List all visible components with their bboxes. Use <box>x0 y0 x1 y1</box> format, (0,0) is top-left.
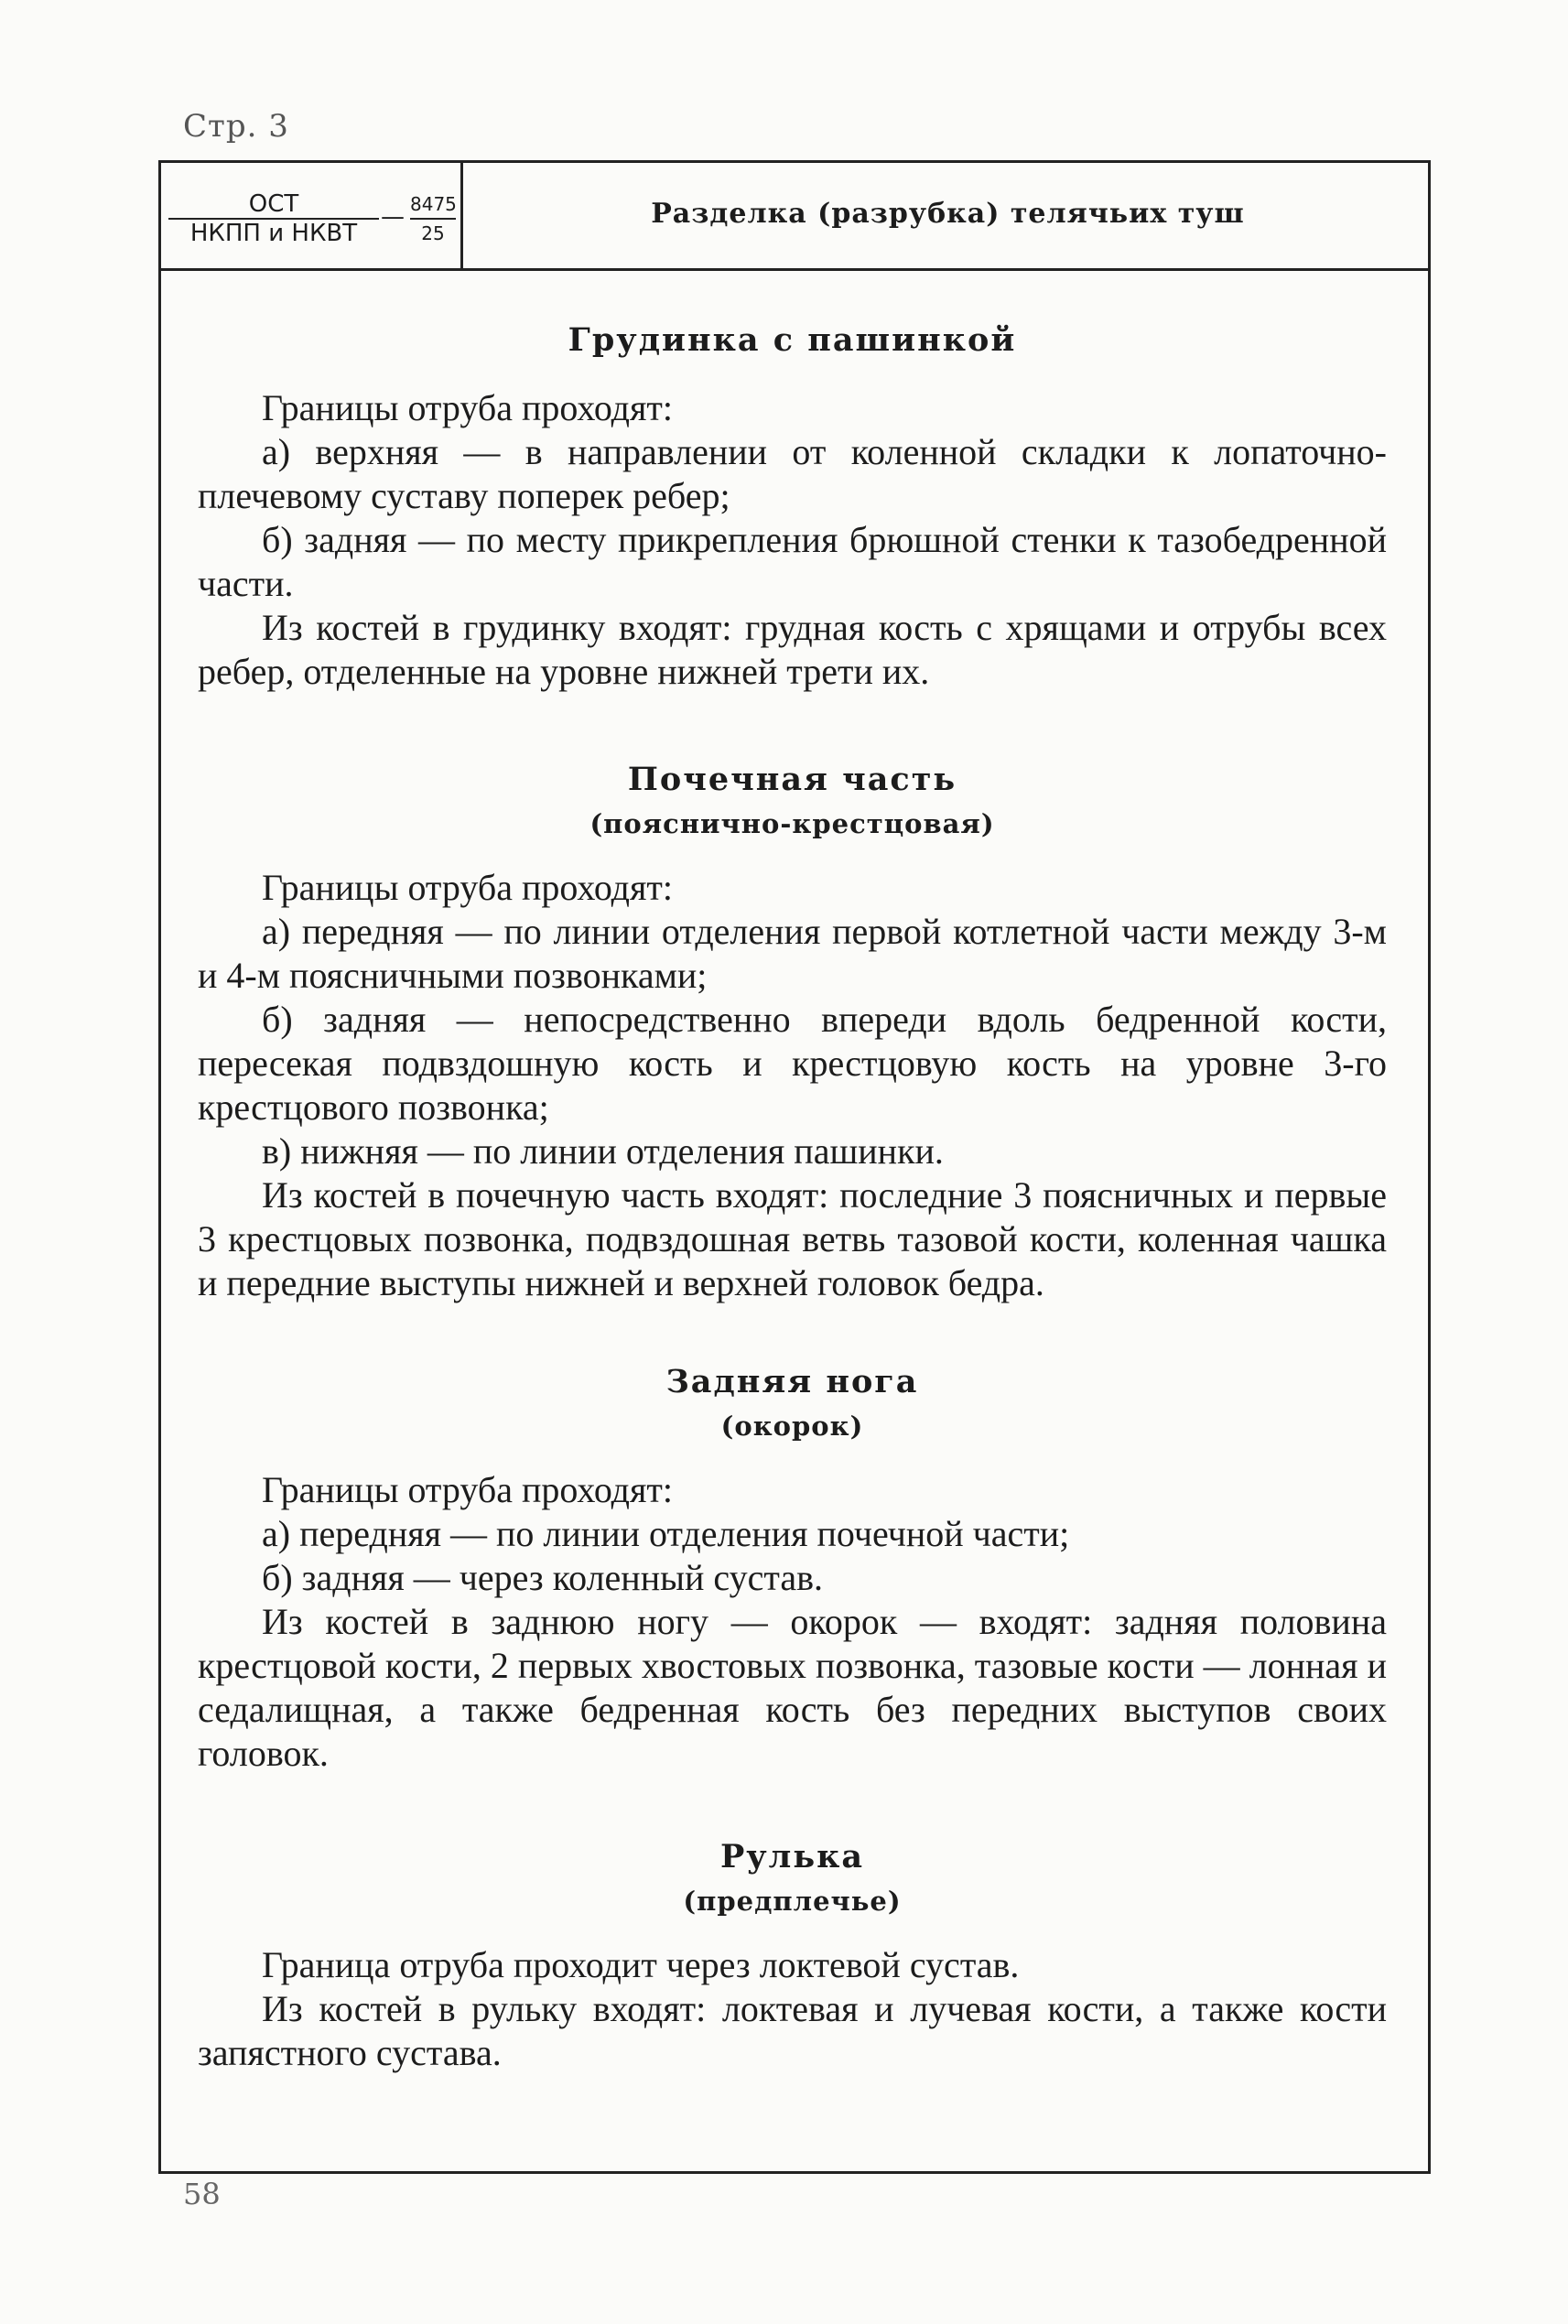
document-body <box>198 319 1387 2112</box>
paragraph: Из костей в грудинку входят: грудная кость с хрящами и отрубы всех ребер, отделенные на уровне нижней трети их. <box>198 607 1387 692</box>
paragraph: б) задняя — через коленный сустав. <box>262 1557 823 1598</box>
paragraph: а) верхняя — в направлении от коленной складки к лопаточно-плечевому суставу поперек ребер; <box>198 431 1387 516</box>
standard-code-bottom: НКПП и НКВТ <box>189 220 358 247</box>
paragraph: Из костей в почечную часть входят: последние 3 поясничных и первые 3 крестцовых позвонка, подвздошная ветвь тазовой кости, коленная чашка и передние выступы нижней и верхней головок бедра. <box>198 1174 1387 1303</box>
section-subtitle: (окорок) <box>720 1411 864 1442</box>
page-number: 58 <box>183 2177 221 2211</box>
section-subtitle: (пояснично-крестцовая) <box>589 808 995 839</box>
document-header <box>161 163 1428 271</box>
standard-dash: — <box>381 203 405 231</box>
paragraph: б) задняя — непосредственно впереди вдоль бедренной кости, пересекая подвздошную кость и крестцовую кость на уровне 3-го крестцового позвонка; <box>198 999 1387 1128</box>
standard-designation <box>161 163 463 271</box>
paragraph: Граница отруба проходит через локтевой сустав. <box>262 1944 1020 1985</box>
section-title: Грудинка с пашинкой <box>568 321 1017 359</box>
header-title: Разделка (разрубка) телячьих туш <box>651 198 1245 230</box>
paragraph: а) передняя — по линии отделения почечной части; <box>262 1513 1070 1554</box>
section-hind-leg <box>198 1360 1387 1776</box>
page-label: Стр. 3 <box>183 108 289 145</box>
paragraph: Из костей в рульку входят: локтевая и лучевая кости, а также кости запястного сустава. <box>198 1988 1387 2073</box>
standard-number-bottom: 25 <box>421 222 445 244</box>
paragraph: Границы отруба проходят: <box>262 387 674 428</box>
paragraph: б) задняя — по месту прикрепления брюшной стенки к тазобедренной части. <box>198 519 1387 604</box>
standard-number <box>410 190 456 247</box>
section-title: Задняя нога <box>665 1363 919 1400</box>
standard-number-top: 8475 <box>410 190 456 220</box>
section-subtitle: (предплечье) <box>683 1886 902 1917</box>
page-frame <box>158 160 1431 2174</box>
paragraph: Границы отруба проходят: <box>262 1469 674 1510</box>
paragraph: в) нижняя — по линии отделения пашинки. <box>262 1130 944 1172</box>
section-brisket <box>198 319 1387 694</box>
paragraph: а) передняя — по линии отделения первой котлетной части между 3-м и 4-м поясничными позвонками; <box>198 911 1387 996</box>
paragraph: Из костей в заднюю ногу — окорок — входят: задняя половина крестцовой кости, 2 первых хвостовых позвонка, тазовые кости — лонная и седалищная, а также бедренная кость без передних выступов своих головок. <box>198 1601 1387 1774</box>
paragraph: Границы отруба проходят: <box>262 867 674 908</box>
section-loin <box>198 758 1387 1305</box>
section-title: Почечная часть <box>627 761 957 798</box>
standard-code <box>168 190 379 247</box>
section-title: Рулька <box>719 1838 865 1875</box>
standard-code-top: ОСТ <box>168 190 379 220</box>
section-shank <box>198 1835 1387 2075</box>
